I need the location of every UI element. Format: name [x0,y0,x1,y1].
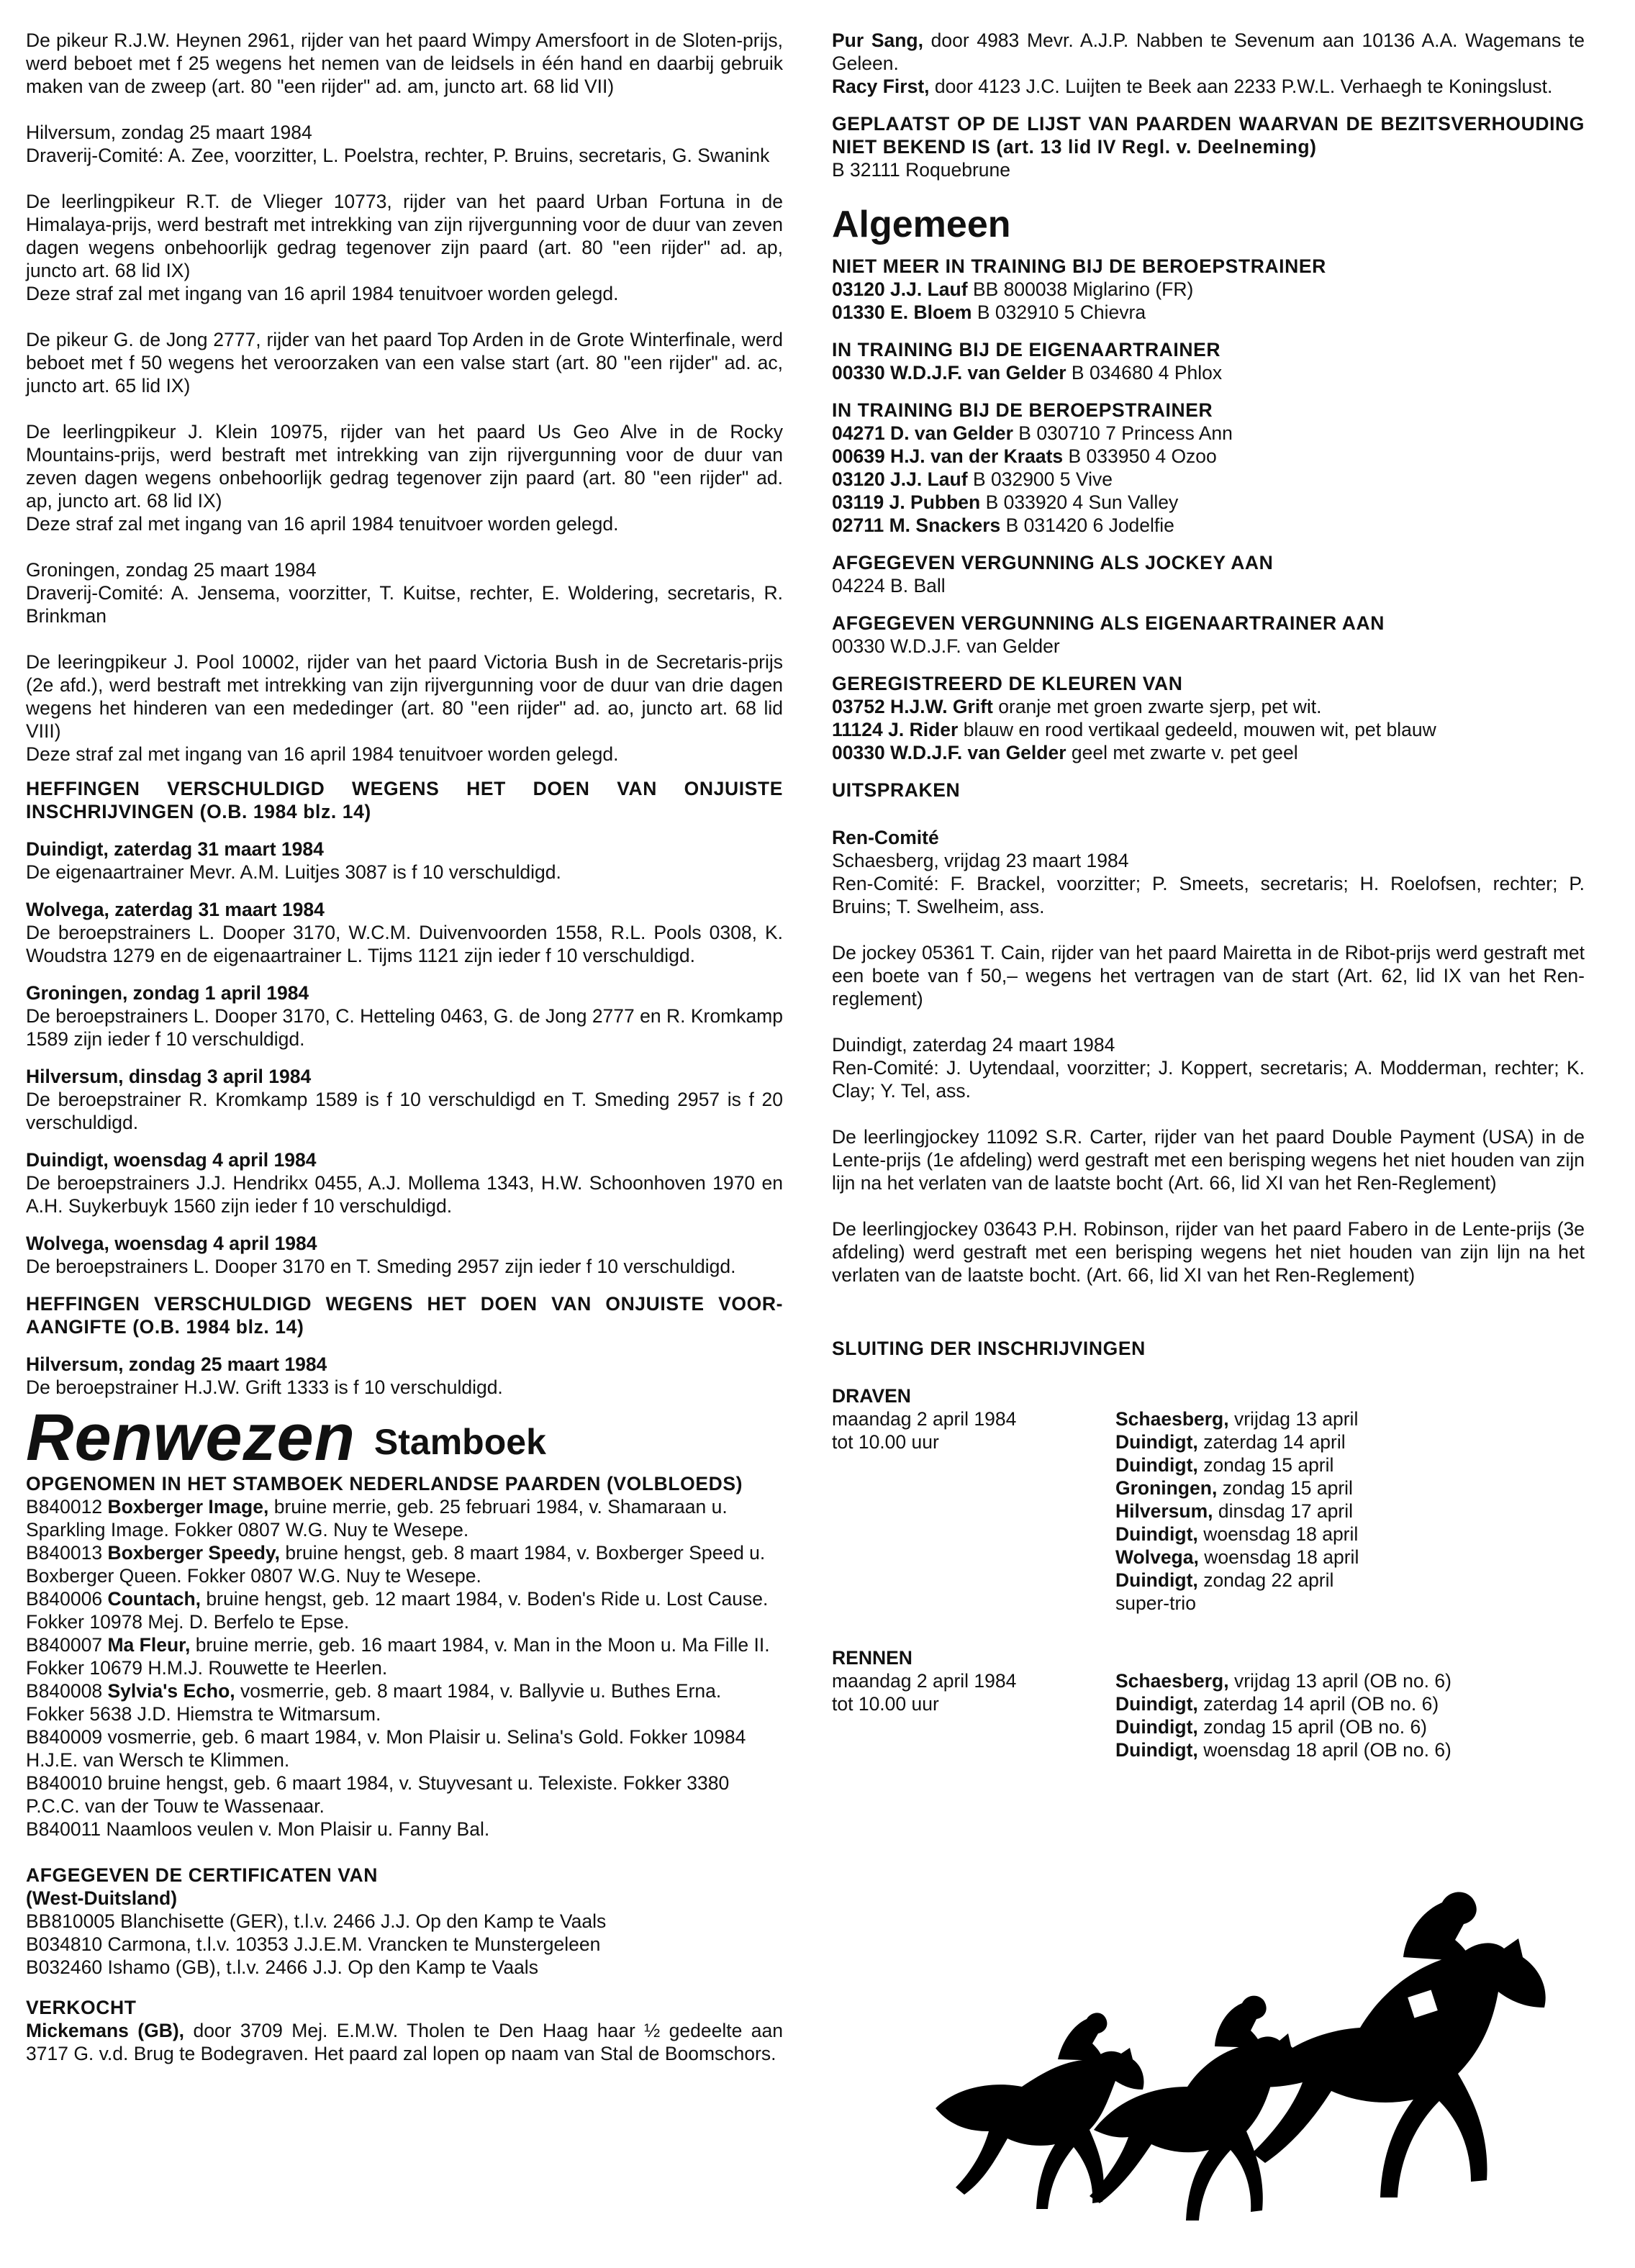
verkocht-section [26,1996,783,2065]
heading-sluiting: SLUITING DER INSCHRIJVINGEN [832,1338,1146,1359]
meeting-item [1115,1692,1585,1715]
stamboek-item [26,1818,783,1841]
item-text: door 4983 Mevr. A.J.P. Nabben te Sevenum aan 10136 A.A. Wagemans te Geleen. [832,30,1585,74]
paragraph-carter: De leerlingjockey 11092 S.R. Carter, rijder van het paard Double Payment (USA) in de Lente-prijs (1e afdeling) werd gestraft met een berisping wegens het niet houden van zijn lijn na het verlaten van de laatste bocht (Art. 66, lid XI van het Ren-Reglement) [832,1126,1585,1194]
entry-heading: Duindigt, zaterdag 31 maart 1984 [26,838,324,860]
certificaten-section [26,1864,783,1979]
committee-text: Draverij-Comité: A. Jensema, voorzitter, T. Kuitse, rechter, E. Woldering, secretaris, R. Brinkman [26,582,783,627]
heading-rencomite: Ren-Comité [832,827,939,848]
meeting-place: Duindigt, [1115,1523,1198,1545]
ruling-text: De leerlingpikeur R.T. de Vlieger 10773, rijder van het paard Urban Fortuna in de Himalaya-prijs, werd bestraft met intrekking van zijn rijvergunning voor de duur van zeven dagen wegens onbehoorlijk gedrag tegenover zijn paard (art. 80 "een rijder" ad. ap, juncto art. 68 lid IX) [26,191,783,281]
list-item [832,718,1585,741]
section-groningen [26,558,783,627]
meeting-place: Schaesberg, [1115,1670,1229,1692]
horse-name: Countach, [107,1588,201,1610]
heading-kleuren: GEREGISTREERD DE KLEUREN VAN [832,673,1183,694]
colours-text: geel met zwarte v. pet geel [1071,742,1298,763]
entry-heading: Wolvega, zaterdag 31 maart 1984 [26,899,325,920]
ruling-text: De leerlingpikeur J. Klein 10975, rijder van het paard Us Geo Alve in de Rocky Mountains-prijs, werd bestraft met intrekking van zijn rijvergunning voor de duur van zeven dagen wegens onbehoorlijk gedrag tegenover zijn paard (art. 80 "een rijder" ad. ap, juncto art. 68 lid IX) [26,421,783,512]
meeting-day: zaterdag 14 april (OB no. 6) [1203,1693,1439,1715]
section-schaesberg [832,849,1585,918]
item-text: bruine hengst, geb. 6 maart 1984, v. Stuyvesant u. Telexiste. Fokker 3380 P.C.C. van der Touw te Wassenaar. [26,1772,730,1817]
meeting-date: Hilversum, zondag 25 maart 1984 [26,122,312,143]
renwezen-title: Renwezen [26,1401,355,1474]
meeting-place: Schaesberg, [1115,1408,1229,1430]
niet-meer-section [832,255,1585,324]
colours-text: oranje met groen zwarte sjerp, pet wit. [998,696,1322,717]
paragraph-de-jong: De pikeur G. de Jong 2777, rijder van het paard Top Arden in de Grote Winterfinale, werd beboet met f 50 wegens het veroorzaken van een valse start (art. 80 "een rijder" ad. ac, juncto art. 65 lid IX) [26,329,783,396]
jockey-silhouette [1058,2013,1107,2061]
list-item [832,468,1585,491]
horse-name: Ma Fleur, [107,1634,191,1656]
heading-heffingen-vooraangifte: HEFFINGEN VERSCHULDIGD WEGENS HET DOEN VAN ONJUISTE VOOR-AANGIFTE (O.B. 1984 blz. 14) [26,1293,783,1338]
heading-certificaten: AFGEGEVEN DE CERTIFICATEN VAN [26,1864,379,1886]
horse-silhouette [1252,1938,1546,2197]
trainer-name: 01330 E. Bloem [832,301,972,323]
paragraph-cain: De jockey 05361 T. Cain, rijder van het paard Mairetta in de Ribot-prijs werd gestraft met een boete van f 50,– wegens het vertragen van de start (Art. 62, lid IX van het Ren-reglement) [832,942,1585,1010]
racehorses-illustration [914,1871,1619,2245]
meeting-list [1115,1407,1585,1615]
heading-eigenaartrainer: IN TRAINING BIJ DE EIGENAARTRAINER [832,339,1221,360]
ruling-note: Deze straf zal met ingang van 16 april 1984 tenuitvoer worden gelegd. [26,743,619,765]
list-item [832,491,1585,514]
item-text: vosmerrie, geb. 8 maart 1984, v. Ballyvie u. Buthes Erna. Fokker 5638 J.D. Hiemstra te Witmarsum. [26,1680,722,1725]
owner-name: 03752 H.J.W. Grift [832,696,993,717]
stamboek-item [26,1772,783,1818]
paragraph-de-vlieger [26,190,783,305]
entry-text: De beroepstrainer R. Kromkamp 1589 is f 10 verschuldigd en T. Smeding 2957 is f 20 verschuldigd. [26,1089,783,1133]
heffing-entry [26,1232,783,1278]
horse-name: Boxberger Speedy, [107,1542,281,1564]
heffingen-list [26,838,783,1278]
algemeen-title: Algemeen [832,204,1011,245]
meeting-place: Groningen, [1115,1477,1218,1499]
meeting-day: zaterdag 14 april [1203,1431,1346,1453]
meeting-day: woensdag 18 april [1203,1523,1359,1545]
trainer-name: 04271 D. van Gelder [832,422,1013,444]
stamboek-item [26,1495,783,1541]
meeting-day: zondag 15 april (OB no. 6) [1203,1716,1428,1738]
closing-day: maandag 2 april 1984 [832,1670,1017,1692]
beroep-training-section [832,399,1585,537]
stamboek-item [26,1541,783,1587]
trainer-name: 03120 J.J. Lauf [832,278,968,300]
paragraph-heynen: De pikeur R.J.W. Heynen 2961, rijder van het paard Wimpy Amersfoort in de Sloten-prijs, werd beboet met f 25 wegens het nemen van de leidsels in één hand en daarbij gebruik maken van de zweep (art. 80 "een rijder" ad. am, juncto art. 68 lid VII) [26,30,783,97]
horse-ref: B 033920 4 Sun Valley [985,491,1179,513]
meeting-place: Duindigt, [1115,1454,1198,1476]
ruling-note: Deze straf zal met ingang van 16 april 1984 tenuitvoer worden gelegd. [26,513,619,535]
cert-item: B034810 Carmona, t.l.v. 10353 J.J.E.M. Vrancken te Munstergeleen [26,1933,601,1955]
trainer-name: 00330 W.D.J.F. van Gelder [832,362,1066,384]
meeting-item [1115,1546,1585,1569]
entry-heading: Duindigt, woensdag 4 april 1984 [26,1149,317,1171]
heffing-entry [26,1148,783,1217]
list-item [832,741,1585,764]
item-id: B840007 [26,1634,103,1656]
list-item [832,695,1585,718]
cert-subheading: (West-Duitsland) [26,1887,178,1909]
rennen-schedule [832,1669,1585,1761]
heading-geplaatst: GEPLAATST OP DE LIJST VAN PAARDEN WAARVAN DE BEZITSVERHOUDING NIET BEKEND IS (art. 13 lid IV Regl. v. Deelneming) [832,113,1585,158]
item-text: vosmerrie, geb. 6 maart 1984, v. Mon Plaisir u. Selina's Gold. Fokker 10984 H.J.E. van Wersch te Klimmen. [26,1726,746,1771]
sale-item [832,75,1585,98]
meeting-date: Schaesberg, vrijdag 23 maart 1984 [832,850,1129,871]
jockey-section [832,551,1585,597]
verkocht-continued [832,29,1585,98]
eigenaar-training-section [832,338,1585,384]
horse-name: Sylvia's Echo, [107,1680,235,1702]
committee-text: Ren-Comité: J. Uytendaal, voorzitter; J. Koppert, secretaris; A. Modderman, rechter; K. Clay; Y. Tel, ass. [832,1057,1585,1102]
horse-ref: B 033950 4 Ozoo [1068,445,1217,467]
item-text: bruine merrie, geb. 25 februari 1984, v. Shamaraan u. Sparkling Image. Fokker 0807 W.G. Nuy te Wesepe. [26,1496,728,1541]
meeting-date: Duindigt, zaterdag 24 maart 1984 [832,1034,1115,1056]
horse-name: Mickemans (GB), [26,2020,185,2041]
list-item [832,301,1585,324]
ruling-note: Deze straf zal met ingang van 16 april 1984 tenuitvoer worden gelegd. [26,283,619,304]
stamboek-item [26,1633,783,1679]
item-id: B840006 [26,1588,103,1610]
entry-text: De beroepstrainers J.J. Hendrikx 0455, A.J. Mollema 1343, H.W. Schoonhoven 1970 en A.H. Suykerbuyk 1560 zijn ieder f 10 verschuldigd. [26,1172,783,1217]
heading-eigenaar-vergunning: AFGEGEVEN VERGUNNING ALS EIGENAARTRAINER AAN [832,612,1385,634]
trainer-name: 02711 M. Snackers [832,514,1001,536]
list-item [832,445,1585,468]
stamboek-list [26,1495,783,1841]
item-text: bruine merrie, geb. 16 maart 1984, v. Man in the Moon u. Ma Fille II. Fokker 10679 H.M.J. Rouwette te Heerlen. [26,1634,770,1679]
closing-day: maandag 2 april 1984 [832,1408,1017,1430]
list-item: 00330 W.D.J.F. van Gelder [832,635,1060,657]
horse-name: Pur Sang, [832,30,923,51]
entry-text: De eigenaartrainer Mevr. A.M. Luitjes 3087 is f 10 verschuldigd. [26,861,561,883]
meeting-item [1115,1569,1585,1592]
meeting-note: super-trio [1115,1592,1196,1614]
stamboek-item [26,1679,783,1725]
sale-item [832,29,1585,75]
right-column [832,29,1585,1793]
closing-date [832,1407,1115,1615]
entry-text: De beroepstrainer H.J.W. Grift 1333 is f 10 verschuldigd. [26,1376,503,1398]
horse-ref: B 031420 6 Jodelfie [1005,514,1174,536]
entry-heading: Wolvega, woensdag 4 april 1984 [26,1233,317,1254]
trainer-name: 03119 J. Pubben [832,491,981,513]
heffing-entry [26,981,783,1051]
heffing-entry [26,898,783,967]
cert-item: BB810005 Blanchisette (GER), t.l.v. 2466 J.J. Op den Kamp te Vaals [26,1910,607,1932]
stamboek-item [26,1587,783,1633]
meeting-date: Groningen, zondag 25 maart 1984 [26,559,317,581]
committee-text: Draverij-Comité: A. Zee, voorzitter, L. Poelstra, rechter, P. Bruins, secretaris, G. Swanink [26,145,770,166]
left-column [26,29,783,2065]
list-item [832,278,1585,301]
colours-text: blauw en rood vertikaal gedeeld, mouwen wit, pet blauw [963,719,1436,740]
owner-name: 00330 W.D.J.F. van Gelder [832,742,1066,763]
horse-name: Boxberger Image, [107,1496,269,1518]
section-duindigt [832,1033,1585,1102]
item-id: B840012 [26,1496,103,1518]
heading-jockey: AFGEGEVEN VERGUNNING ALS JOCKEY AAN [832,552,1274,573]
item-text: door 4123 J.C. Luijten te Beek aan 2233 P.W.L. Verhaegh te Koningslust. [934,76,1553,97]
meeting-item [1115,1500,1585,1523]
trainer-name: 00639 H.J. van der Kraats [832,445,1064,467]
entry-heading: Groningen, zondag 1 april 1984 [26,982,309,1004]
heading-heffingen-inschrijvingen: HEFFINGEN VERSCHULDIGD WEGENS HET DOEN VAN ONJUISTE INSCHRIJVINGEN (O.B. 1984 blz. 14) [26,778,783,822]
entry-text: De beroepstrainers L. Dooper 3170, C. Hetteling 0463, G. de Jong 2777 en R. Kromkamp 1589 zijn ieder f 10 verschuldigd. [26,1005,783,1050]
item-id: B840010 [26,1772,103,1794]
closing-date [832,1669,1115,1761]
item-text: bruine hengst, geb. 8 maart 1984, v. Boxberger Speed u. Boxberger Queen. Fokker 0807 W.G. Nuy te Wesepe. [26,1542,766,1587]
list-item [832,422,1585,445]
item-id: B840011 [26,1818,101,1840]
item-text: door 3709 Mej. E.M.W. Tholen te Den Haag haar ½ gedeelte aan 3717 G. v.d. Brug te Bodegraven. Het paard zal lopen op naam van Stal de Boomschors. [26,2020,783,2064]
heading-uitspraken: UITSPRAKEN [832,779,961,801]
committee-text: Ren-Comité: F. Brackel, voorzitter; P. Smeets, secretaris; H. Roelofsen, rechter; P. Bruins; T. Swelheim, ass. [832,873,1585,917]
meeting-day: zondag 15 april [1203,1454,1334,1476]
entry-text: De beroepstrainers L. Dooper 3170 en T. Smeding 2957 zijn ieder f 10 verschuldigd. [26,1256,736,1277]
meeting-place: Duindigt, [1115,1569,1198,1591]
meeting-place: Duindigt, [1115,1739,1198,1761]
meeting-place: Duindigt, [1115,1693,1198,1715]
ruling-text: De leeringpikeur J. Pool 10002, rijder van het paard Victoria Bush in de Secretaris-prijs (2e afd.), werd bestraft met intrekking van zijn rijvergunning voor de duur van drie dagen wegens het hinderen van een mededinger (art. 80 "een rijder" ad. ao, juncto art. 68 lid VIII) [26,651,783,742]
heffing-entry [26,1065,783,1134]
jockey-silhouette [1403,1892,1477,1961]
meeting-place: Hilversum, [1115,1500,1213,1522]
horse-ref: B 032900 5 Vive [972,468,1113,490]
meeting-item [1115,1738,1585,1761]
stamboek-subtitle: Stamboek [373,1422,546,1462]
draven-schedule [832,1407,1585,1615]
item-id: B840009 [26,1726,103,1748]
heading-niet-meer: NIET MEER IN TRAINING BIJ DE BEROEPSTRAINER [832,255,1326,277]
section-hilversum [26,121,783,167]
trainer-name: 03120 J.J. Lauf [832,468,968,490]
horse-ref: B 034680 4 Phlox [1071,362,1223,384]
meeting-day: dinsdag 17 april [1218,1500,1353,1522]
item-id: B840008 [26,1680,103,1702]
horse-name: Racy First, [832,76,930,97]
horse-ref: B 030710 7 Princess Ann [1018,422,1233,444]
heading-opgenomen: OPGENOMEN IN HET STAMBOEK NEDERLANDSE PAARDEN (VOLBLOEDS) [26,1473,743,1494]
renwezen-heading [26,1401,783,1474]
meeting-item [1115,1669,1585,1692]
meeting-day: zondag 15 april [1222,1477,1353,1499]
meeting-place: Wolvega, [1115,1546,1199,1568]
paragraph-klein [26,420,783,535]
stamboek-item [26,1725,783,1772]
heading-verkocht: VERKOCHT [26,1997,137,2018]
list-item: 04224 B. Ball [832,575,946,597]
heading-beroepstrainer: IN TRAINING BIJ DE BEROEPSTRAINER [832,399,1213,421]
meeting-day: woensdag 18 april (OB no. 6) [1203,1739,1451,1761]
meeting-item [1115,1477,1585,1500]
meeting-item [1115,1715,1585,1738]
list-item: B 32111 Roquebrune [832,159,1011,181]
closing-time: tot 10.00 uur [832,1431,939,1453]
horse-ref: B 032910 5 Chievra [977,301,1146,323]
horse-ref: BB 800038 Miglarino (FR) [972,278,1194,300]
kleuren-section [832,672,1585,764]
list-item [832,361,1585,384]
heffing-entry [26,1353,783,1399]
meeting-day: woensdag 18 april [1204,1546,1359,1568]
item-text: bruine hengst, geb. 12 maart 1984, v. Boden's Ride u. Lost Cause. Fokker 10978 Mej. D. Berfelo te Epse. [26,1588,769,1633]
item-text: Naamloos veulen v. Mon Plaisir u. Fanny Bal. [106,1818,490,1840]
meeting-list [1115,1669,1585,1761]
entry-heading: Hilversum, zondag 25 maart 1984 [26,1353,327,1375]
meeting-day: zondag 22 april [1203,1569,1334,1591]
heading-draven: DRAVEN [832,1385,911,1407]
paragraph-pool [26,650,783,766]
meeting-place: Duindigt, [1115,1431,1198,1453]
closing-time: tot 10.00 uur [832,1693,939,1715]
meeting-day: vrijdag 13 april [1233,1408,1359,1430]
paragraph-robinson: De leerlingjockey 03643 P.H. Robinson, rijder van het paard Fabero in de Lente-prijs (3e afdeling) werd gestraft met een berisping wegens het niet houden van zijn lijn na het verlaten van de laatste bocht. (Art. 66, lid XI van het Ren-Reglement) [832,1218,1585,1286]
eigenaartrainer-vergunning-section [832,612,1585,658]
meeting-item [1115,1523,1585,1546]
entry-text: De beroepstrainers L. Dooper 3170, W.C.M. Duivenvoorden 1558, R.L. Pools 0308, K. Woudstra 1279 en de eigenaartrainer L. Tijms 1121 zijn ieder f 10 verschuldigd. [26,922,783,966]
list-item [832,514,1585,537]
meeting-day: vrijdag 13 april (OB no. 6) [1233,1670,1451,1692]
meeting-item [1115,1430,1585,1453]
owner-name: 11124 J. Rider [832,719,959,740]
cert-item: B032460 Ishamo (GB), t.l.v. 2466 J.J. Op den Kamp te Vaals [26,1956,538,1978]
heffing-entry [26,838,783,884]
geplaatst-section [832,112,1585,181]
entry-heading: Hilversum, dinsdag 3 april 1984 [26,1066,312,1087]
meeting-place: Duindigt, [1115,1716,1198,1738]
meeting-item [1115,1407,1585,1430]
meeting-item [1115,1453,1585,1477]
heading-rennen: RENNEN [832,1647,912,1669]
item-id: B840013 [26,1542,103,1564]
